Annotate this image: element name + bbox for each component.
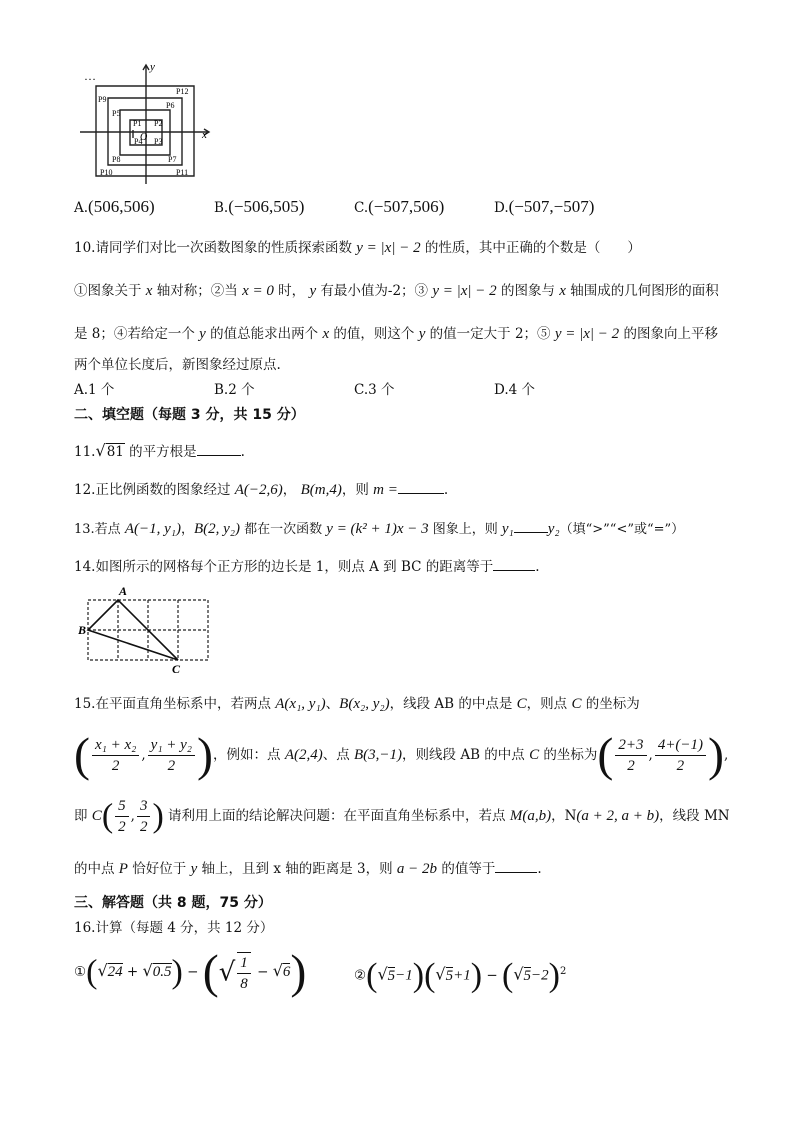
point-label: P5	[112, 109, 121, 118]
q10-line-4: 两个单位长度后，新图象经过原点.	[74, 357, 281, 373]
point-label: P12	[176, 87, 189, 96]
point-label: P10	[100, 168, 113, 177]
y-axis-label: y	[150, 61, 155, 73]
q10-line-3: 是 8；④若给定一个 y 的值总能求出两个 x 的值，则这个 y 的值一定大于 2；⑤ y = |x| − 2 的图象向上平移	[74, 326, 718, 342]
q15-line-2: ( $\frac{\text{x₁ + x₂}}{2}$ , $\frac{\text{y₁ + y₂}}{2}$ )，例如：点 A(2,4)、点 B(3,−1)，则线段 AB 的中点 C 的坐标为( $\frac{2+3}{2}$ , $\frac{4+(-1)}{2}$ ),	[74, 728, 729, 782]
q10-option-c: C.3 个	[354, 382, 395, 398]
q10-line-2: ①图象关于 x 轴对称；②当 x = 0 时， y 有最小值为-2；③ y = |x| − 2 的图象与 x 轴围成的几何图形的面积	[74, 283, 719, 299]
q15-line-4: 的中点 P 恰好位于 y 轴上，且到 x 轴的距离是 3，则 a − 2b 的值等于 .	[74, 858, 542, 879]
point-label: P1	[133, 119, 142, 128]
q12: 12.正比例函数的图象经过 A(−2,6)， B(m,4)，则 m = .	[74, 479, 448, 500]
origin-label: O	[140, 132, 148, 143]
q10-option-b: B.2 个	[214, 382, 255, 398]
q9-option-b: B.(−506,505)	[214, 197, 305, 216]
q15-line-3: 即 C( $\frac{5}{2}$ , $\frac{3}{2}$ ) 请利用上面的结论解决问题：在平面直角坐标系中，若点 M(a,b)，N(a + 2, a + b)，线段 MN	[74, 797, 730, 835]
point-a-label: A	[119, 584, 128, 598]
q9-option-d: D.(−507,−507)	[494, 197, 595, 216]
q10-stem: 10.请同学们对比一次函数图象的性质探索函数 y = |x| − 2 的性质，其中正确的个数是（ ）	[74, 240, 641, 256]
point-label: P7	[168, 155, 177, 164]
spiral-coordinate-figure	[78, 58, 218, 186]
q13: 13.若点 A(−1, y₁)，B(2, y₂) 都在一次函数 y = (k² + 1)x − 3 图象上，则 y₁ y₂（填“>”“<”或“=”）	[74, 518, 684, 540]
point-label: P11	[176, 168, 189, 177]
q10-option-a: A.1 个	[74, 382, 115, 398]
point-label: P9	[98, 95, 107, 104]
q11: 11.√81 的平方根是 .	[74, 441, 245, 460]
q16-expression-2: ②(√5−1)(√5+1) − $(√5-2)^2$	[354, 957, 567, 994]
point-c-label: C	[172, 662, 181, 674]
point-label: P6	[166, 101, 175, 110]
point-label: P3	[154, 137, 163, 146]
x-axis-label: x	[202, 129, 207, 141]
point-label: P8	[112, 155, 121, 164]
ellipsis: …	[84, 69, 96, 83]
point-label: P4	[134, 137, 143, 146]
q10-option-d: D.4 个	[494, 382, 536, 398]
q16-title: 16.计算（每题 4 分，共 12 分）	[74, 920, 274, 936]
q14: 14.如图所示的网格每个正方形的边长是 1，则点 A 到 BC 的距离等于 .	[74, 556, 540, 577]
point-label: P2	[154, 119, 163, 128]
section-3-heading: 三、解答题（共 8 题，75 分）	[74, 895, 272, 911]
section-2-heading: 二、填空题（每题 3 分，共 15 分）	[74, 407, 305, 423]
q9-option-a: A.(506,506)	[74, 197, 155, 216]
grid-triangle-figure	[78, 582, 218, 674]
q16-expression-1: ①(√24 + √0.5) − (√ $\frac{1}{8}$ − √6)	[74, 945, 307, 999]
q9-option-c: C.(−507,506)	[354, 197, 445, 216]
q15-line-1: 15.在平面直角坐标系中，若两点 A(x₁, y₁)、B(x₂, y₂)，线段 AB 的中点是 C，则点 C 的坐标为	[74, 696, 640, 712]
point-b-label: B	[78, 623, 87, 637]
